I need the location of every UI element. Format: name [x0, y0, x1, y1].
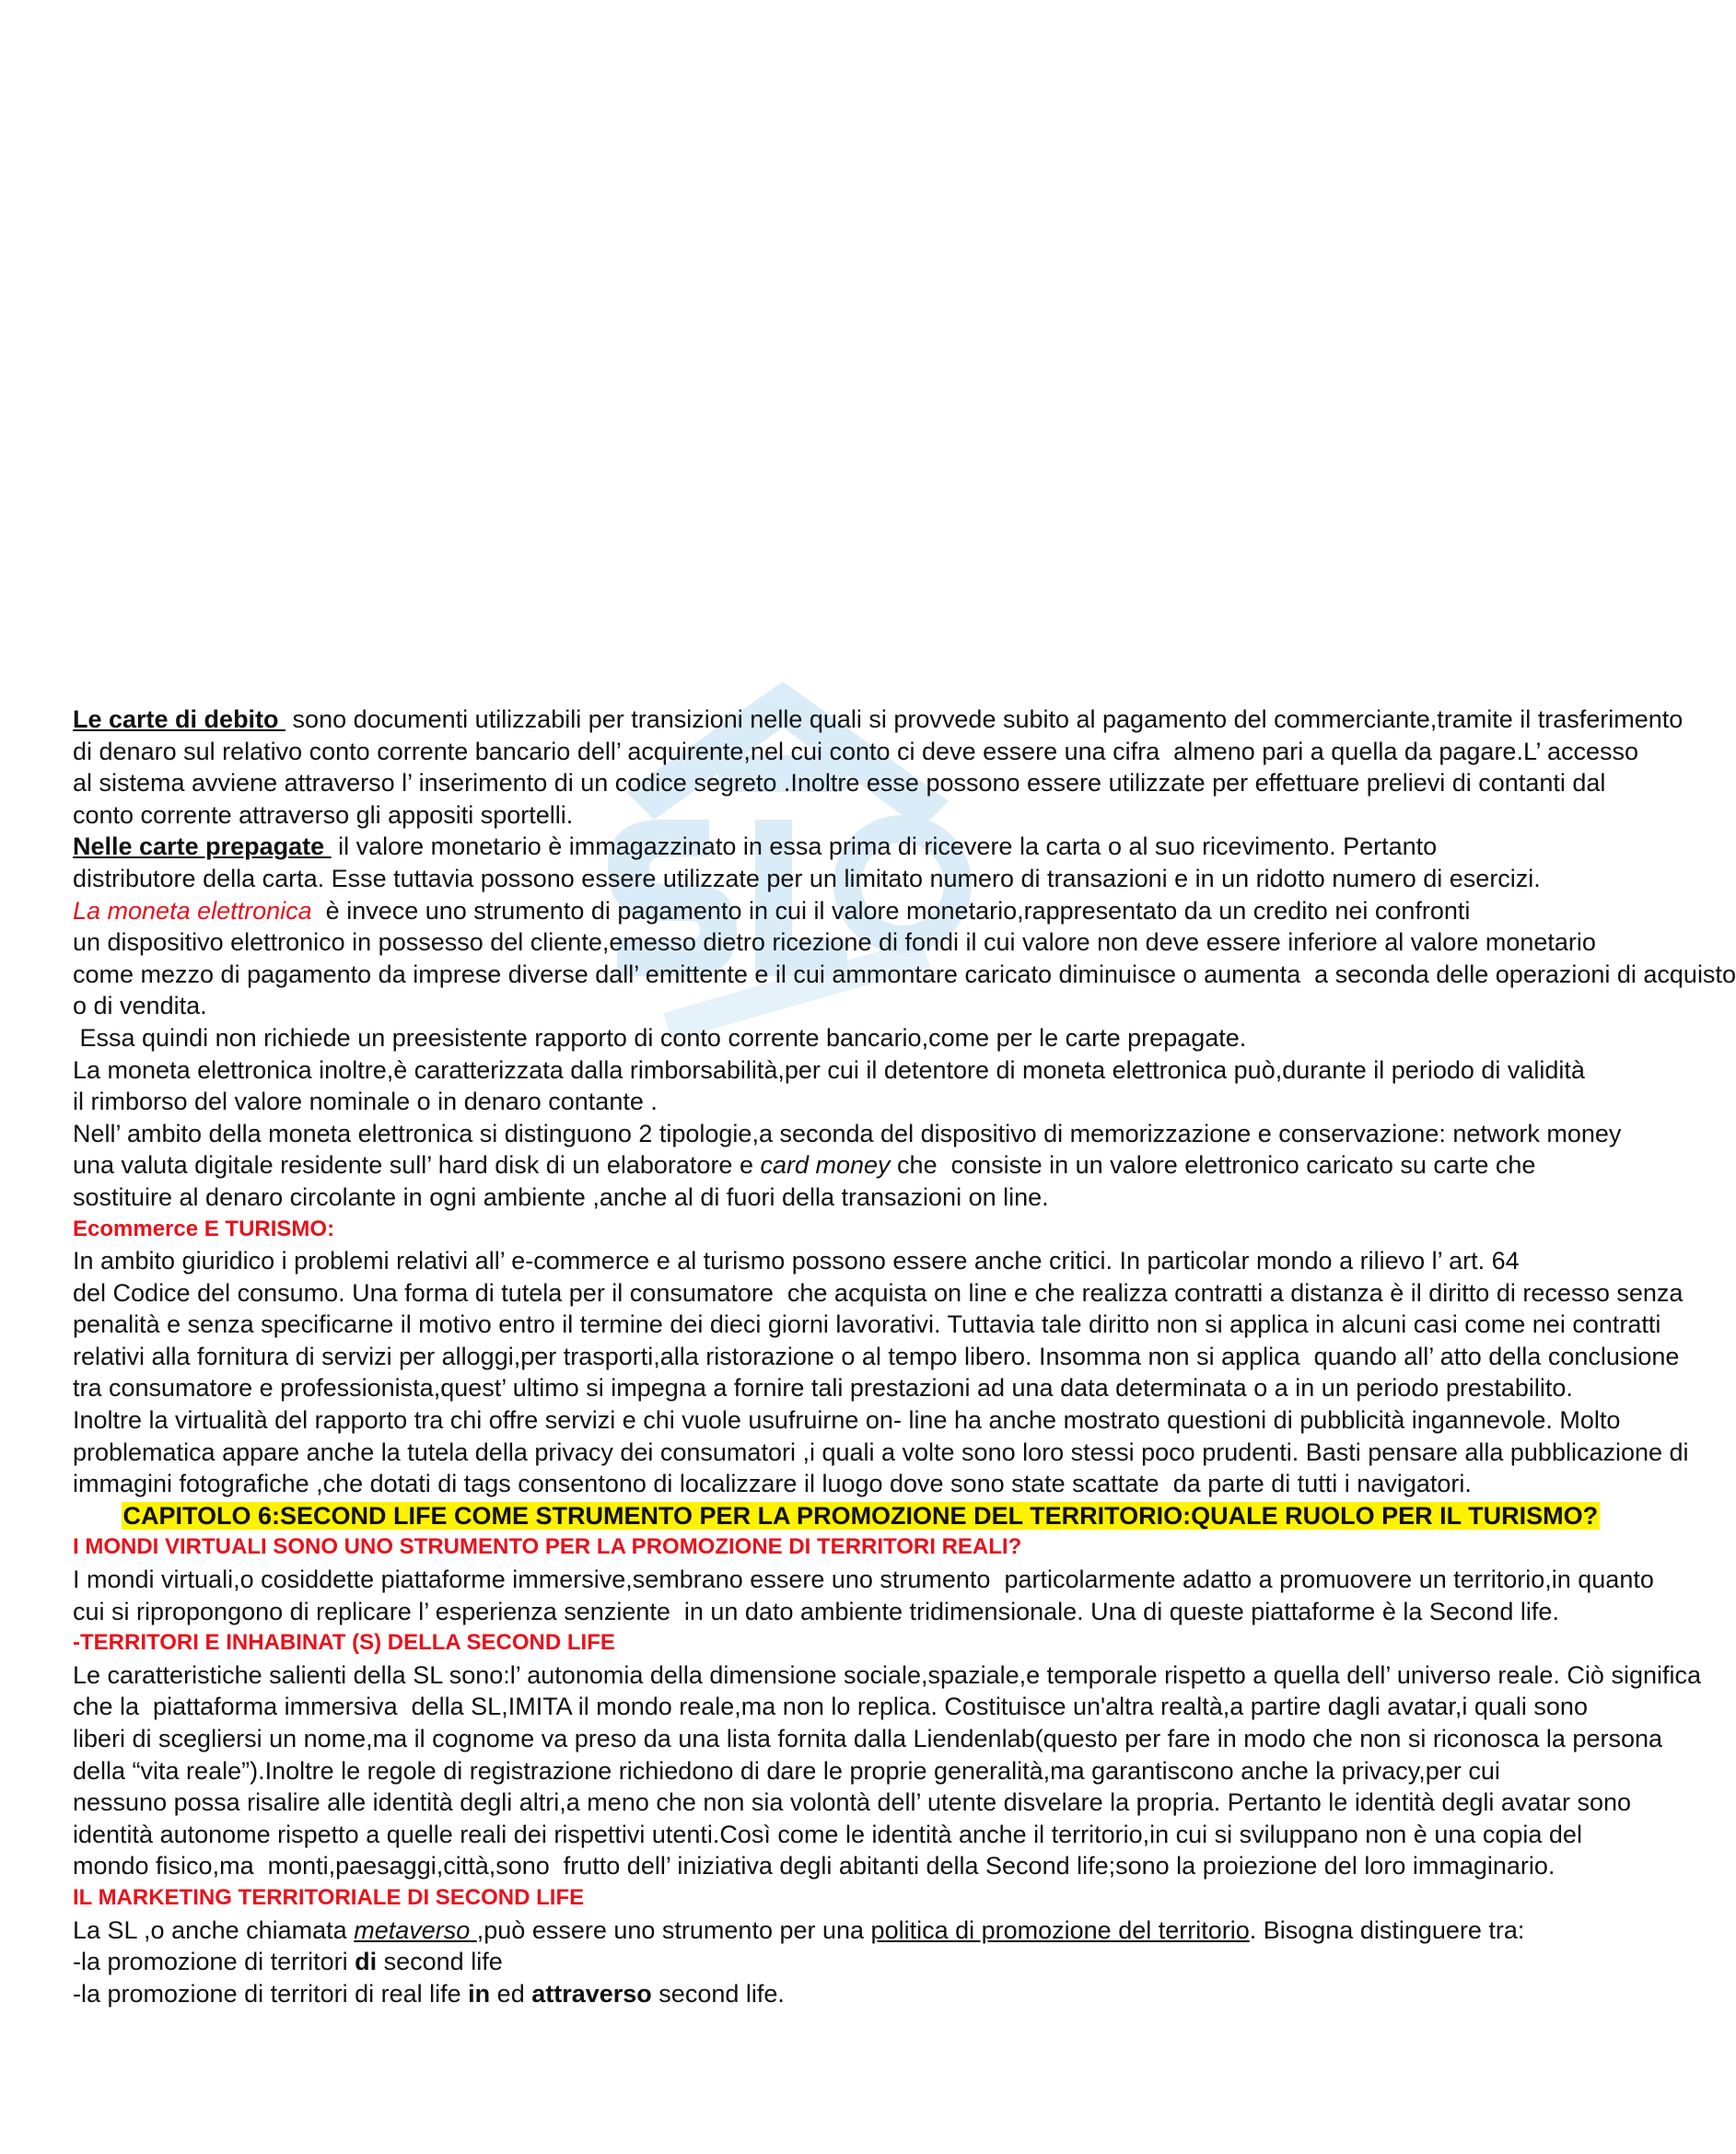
text-line [73, 1054, 1585, 1087]
text-segment: che consiste in un valore elettronico caricato su carte che [890, 1151, 1536, 1180]
text-line [73, 704, 1684, 736]
text-line [73, 1118, 1622, 1150]
text-segment: La SL ,o anche chiamata [73, 1915, 355, 1944]
text-segment: second life. [651, 1979, 785, 2008]
text-line [73, 799, 1523, 832]
text-line [73, 767, 1606, 799]
text-segment: come mezzo di pagamento da imprese diverse dall’ emittente e il cui ammontare caricato diminuisce o aumenta a seconda delle operazioni di acquisto [73, 960, 1736, 988]
text-segment: cui si ripropongono di replicare l’ esperienza senziente in un dato ambiente tridimensionale. Una di queste piattaforme è la Second life. [73, 1597, 1559, 1625]
text-segment: In ambito giuridico i problemi relativi all’ e-commerce e al turismo possono essere anche critici. In particolar mondo a rilievo l’ art. 64 [73, 1247, 1520, 1275]
text-line [73, 1149, 1536, 1182]
text-segment: ed [490, 1979, 532, 2008]
text-line [73, 1086, 1523, 1118]
text-segment: nessuno possa risalire alle identità degli altri,a meno che non sia volontà dell’ utente disvelare la propria. Pertanto le identità degli avatar sono [73, 1788, 1632, 1817]
text-line [73, 1437, 1689, 1469]
text-segment: il rimborso del valore nominale o in denaro contante . [73, 1088, 658, 1116]
text-segment: ,può essere uno strumento per una [476, 1915, 871, 1944]
text-line [73, 1309, 1661, 1341]
section-heading [73, 1531, 1523, 1564]
text-segment: attraverso [531, 1979, 652, 2008]
chapter-heading [73, 1500, 1599, 1532]
text-segment: problematica appare anche la tutela della privacy dei consumatori ,i quali a volte sono loro stessi poco prudenti. Basti pensare alla pubblicazione di [73, 1438, 1689, 1466]
text-segment: . Bisogna distinguere tra: [1249, 1915, 1525, 1944]
text-line [73, 1245, 1523, 1277]
text-segment: card money [760, 1151, 891, 1180]
text-line [73, 959, 1736, 991]
text-segment: penalità e senza specificarne il motivo entro il termine dei dieci giorni lavorativi. Tuttavia tale diritto non si applica in alcuni casi come nei contratti [73, 1310, 1661, 1339]
text-segment: di denaro sul relativo conto corrente bancario dell’ acquirente,nel cui conto ci deve essere una cifra almeno pari a quella da pagare.L’ accesso [73, 737, 1639, 765]
text-line [73, 1819, 1582, 1851]
text-segment: il valore monetario è immagazzinato in essa prima di ricevere la carta o al suo ricevimento. Pertanto [331, 832, 1438, 861]
text-line [73, 1755, 1523, 1787]
text-line [73, 1341, 1680, 1373]
text-segment: un dispositivo elettronico in possesso del cliente,emesso dietro ricezione di fondi il cui valore non deve essere inferiore al valore monetario [73, 928, 1596, 957]
text-segment: relativi alla fornitura di servizi per alloggi,per trasporti,alla ristorazione o al tempo libero. Insomma non si applica quando all’ atto della conclusione [73, 1342, 1680, 1370]
section-heading [73, 1214, 1523, 1246]
text-segment: Essa quindi non richiede un preesistente rapporto di conto corrente bancario,come per le carte prepagate. [73, 1023, 1247, 1052]
text-segment: è invece uno strumento di pagamento in cui il valore monetario,rappresentato da un credito nei confronti [319, 896, 1471, 925]
text-segment: al sistema avviene attraverso l’ inserimento di un codice segreto .Inoltre esse possono essere utilizzate per effettuare prelievi di contanti dal [73, 769, 1606, 798]
text-line [73, 863, 1541, 895]
text-segment: immagini fotografiche ,che dotati di tags consentono di localizzare il luogo dove sono state scattate da parte di tutti i navigatori. [73, 1470, 1472, 1498]
text-line [73, 1277, 1684, 1310]
text-line [73, 1404, 1621, 1437]
text-line [73, 990, 1523, 1022]
text-segment: Ecommerce E TURISMO: [73, 1216, 335, 1241]
text-segment: liberi di scegliersi un nome,ma il cognome va preso da una lista fornita dalla Liendenlab(questo per fare in modo che non si riconosca la persona [73, 1725, 1662, 1752]
text-segment: tra consumatore e professionista,quest’ ultimo si impegna a fornire tali prestazioni ad una data determinata o a in un periodo prestabilito. [73, 1374, 1573, 1403]
text-line [73, 1372, 1573, 1404]
text-segment: second life [377, 1948, 503, 1976]
text-segment: I MONDI VIRTUALI SONO UNO STRUMENTO PER LA PROMOZIONE DI TERRITORI REALI? [73, 1534, 1022, 1560]
text-segment: La moneta elettronica [73, 896, 320, 925]
text-segment: I mondi virtuali,o cosiddette piattaforme immersive,sembrano essere uno strumento particolarmente adatto a promuovere un territorio,in quanto [73, 1566, 1654, 1594]
text-segment: in [468, 1979, 491, 2008]
text-segment: La moneta elettronica inoltre,è caratterizzata dalla rimborsabilità,per cui il detentore di moneta elettronica può,durante il periodo di validità [73, 1055, 1585, 1084]
text-segment [73, 1502, 122, 1530]
text-line [73, 1850, 1555, 1882]
text-segment: -la promozione di territori di real life [73, 1979, 469, 2008]
text-line [73, 1915, 1523, 1947]
text-line [73, 1022, 1523, 1054]
text-segment: sono documenti utilizzabili per transizioni nelle quali si provvede subito al pagamento del commerciante,tramite il trasferimento [285, 705, 1684, 733]
text-segment: identità autonome rispetto a quelle reali dei rispettivi utenti.Così come le identità anche il territorio,in cui si sviluppano non è una copia del [73, 1820, 1582, 1848]
text-line [73, 736, 1639, 768]
text-line [73, 895, 1523, 927]
text-segment: Le caratteristiche salienti della SL sono:l’ autonomia della dimensione sociale,spaziale,e temporale rispetto a quella dell’ universo reale. Ciò significa [73, 1660, 1701, 1689]
text-line [73, 1596, 1559, 1628]
text-segment: -la promozione di territori [73, 1948, 355, 1976]
text-segment: o di vendita. [73, 992, 207, 1020]
text-segment: Inoltre la virtualità del rapporto tra chi offre servizi e chi vuole usufruirne on- line ha anche mostrato questioni di pubblicità ingannevole. Molto [73, 1406, 1621, 1435]
section-heading [73, 1882, 1523, 1915]
text-line [73, 1978, 1523, 2010]
text-segment: della “vita reale”).Inoltre le regole di registrazione richiedono di dare le proprie generalità,ma garantiscono anche la privacy,per cui [73, 1756, 1500, 1785]
text-line [73, 1659, 1701, 1692]
text-segment: Nelle carte prepagate [73, 832, 332, 861]
text-segment: politica di promozione del territorio [870, 1915, 1250, 1944]
text-line [73, 1946, 1523, 1978]
document-body [73, 704, 1736, 2009]
text-segment: di [355, 1948, 378, 1976]
text-segment: sostituire al denaro circolante in ogni ambiente ,anche al di fuori della transazioni on line. [73, 1182, 1049, 1211]
text-line [73, 1182, 1523, 1214]
text-segment: che la piattaforma immersiva della SL,IMITA il mondo reale,ma non lo replica. Costituisce un'altra realtà,a partire dagli avatar,i quali sono [73, 1693, 1588, 1721]
text-segment: Nell’ ambito della moneta elettronica si distinguono 2 tipologie,a seconda del dispositivo di memorizzazione e conservazione: network money [73, 1119, 1622, 1147]
text-segment: Le carte di debito [73, 705, 286, 733]
text-line [73, 926, 1596, 959]
text-line [73, 1564, 1654, 1596]
text-line [73, 1691, 1588, 1723]
text-segment: del Codice del consumo. Una forma di tutela per il consumatore che acquista on line e che realizza contratti a distanza è il diritto di recesso senza [73, 1278, 1684, 1307]
text-segment: CAPITOLO 6:SECOND LIFE COME STRUMENTO PER LA PROMOZIONE DEL TERRITORIO:QUALE RUOLO PER IL TURISMO? [122, 1501, 1599, 1530]
text-segment: IL MARKETING TERRITORIALE DI SECOND LIFE [73, 1884, 585, 1910]
text-line [73, 831, 1523, 863]
text-segment: -TERRITORI E INHABINAT (S) DELLA SECOND LIFE [73, 1630, 615, 1656]
text-segment: mondo fisico,ma monti,paesaggi,città,sono frutto dell’ iniziativa degli abitanti della Second life;sono la proiezione del loro immaginario. [73, 1852, 1555, 1880]
text-segment: conto corrente attraverso gli appositi sportelli. [73, 800, 574, 829]
text-segment: metaverso [354, 1915, 477, 1944]
text-line [73, 1787, 1632, 1819]
text-segment: una valuta digitale residente sull’ hard disk di un elaboratore e [73, 1151, 761, 1180]
text-line [73, 1468, 1523, 1500]
text-segment: distributore della carta. Esse tuttavia possono essere utilizzate per un limitato numero di transazioni e in un ridotto numero di esercizi. [73, 864, 1541, 892]
text-line [73, 1723, 1662, 1755]
section-heading [73, 1627, 1523, 1659]
